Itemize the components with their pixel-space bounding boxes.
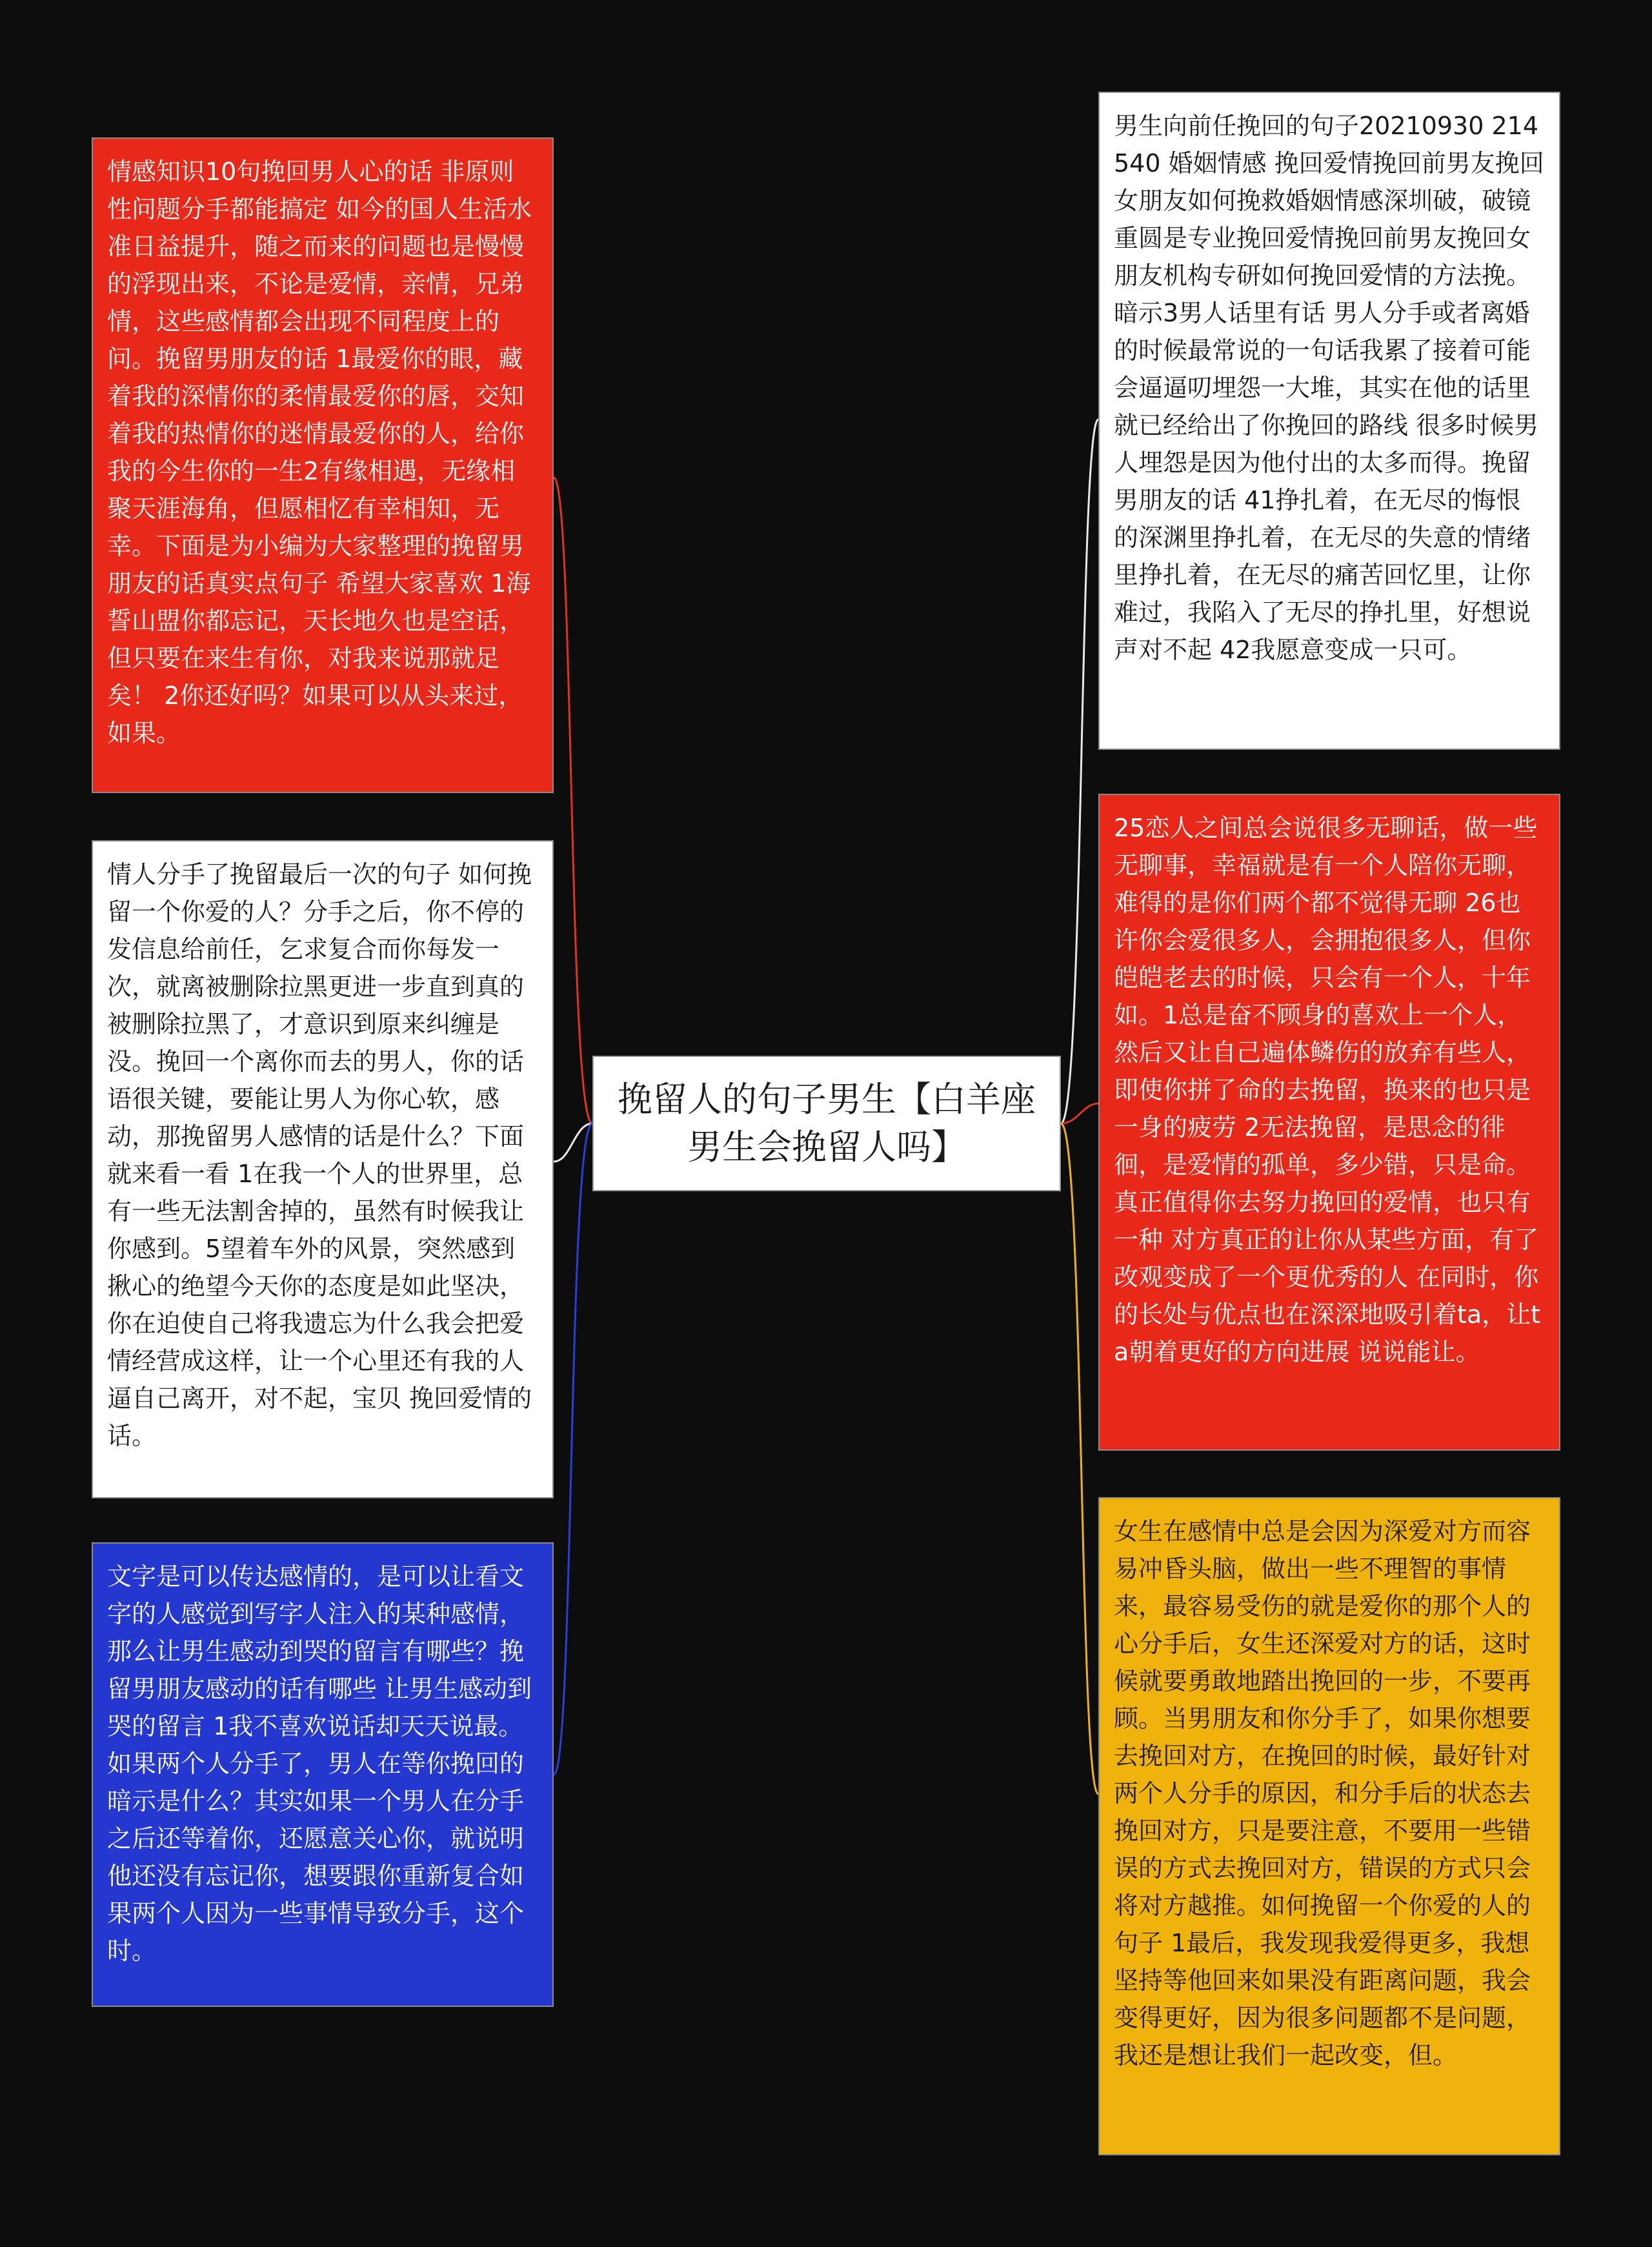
topic-node-right-2[interactable]: 25恋人之间总会说很多无聊话，做一些无聊事，幸福就是有一个人陪你无聊，难得的是你们两个都不觉得无聊 26也许你会爱很多人，会拥抱很多人，但你皑皑老去的时候，只会有一个人，十年如。1总是奋不顾身的喜欢上一个人，然后又让自己遍体鳞伤的放弃有些人，即使你拼了命的去挽留，换来的也只是一身的疲劳 2无法挽留，是思念的徘徊，是爱情的孤单，多少错，只是命。真正值得你去努力挽回的爱情，也只有一种 对方真正的让你从某些方面，有了改观变成了一个更优秀的人 在同时，你的长处与优点也在深深地吸引着ta，让ta朝着更好的方向进展 说说能让。	[1098, 794, 1560, 1451]
connector-left-2	[554, 1124, 592, 1162]
topic-node-left-1[interactable]: 情感知识10句挽回男人心的话 非原则性问题分手都能搞定 如今的国人生活水准日益提升，随之而来的问题也是慢慢的浮现出来，不论是爱情，亲情，兄弟情，这些感情都会出现不同程度上的问。挽留男朋友的话 1最爱你的眼，藏着我的深情你的柔情最爱你的唇，交知着我的热情你的迷情最爱你的人，给你我的今生你的一生2有缘相遇，无缘相聚天涯海角，但愿相忆有幸相知，无幸。下面是为小编为大家整理的挽留男朋友的话真实点句子 希望大家喜欢 1海誓山盟你都忘记，天长地久也是空话，但只要在来生有你，对我来说那就足矣！ 2你还好吗？如果可以从头来过，如果。	[92, 137, 554, 793]
connector-left-3	[554, 1124, 592, 1775]
topic-node-left-3[interactable]: 文字是可以传达感情的，是可以让看文字的人感觉到写字人注入的某种感情，那么让男生感动到哭的留言有哪些？挽留男朋友感动的话有哪些 让男生感动到哭的留言 1我不喜欢说话却天天说最。如果两个人分手了，男人在等你挽回的暗示是什么？其实如果一个男人在分手之后还等着你，还愿意关心你，就说明他还没有忘记你，想要跟你重新复合如果两个人因为一些事情导致分手，这个时。	[92, 1542, 554, 2007]
central-topic-label: 挽留人的句子男生【白羊座男生会挽留人吗】	[618, 1079, 1036, 1167]
connector-left-1	[554, 478, 592, 1124]
topic-node-right-1[interactable]: 男生向前任挽回的句子20210930 214540 婚姻情感 挽回爱情挽回前男友挽回女朋友如何挽救婚姻情感深圳破，破镜重圆是专业挽回爱情挽回前男友挽回女朋友机构专研如何挽回爱情的方法挽。暗示3男人话里有话 男人分手或者离婚的时候最常说的一句话我累了接着可能会逼逼叨埋怨一大堆，其实在他的话里就已经给出了你挽回的路线 很多时候男人埋怨是因为他付出的太多而得。挽留男朋友的话 41挣扎着，在无尽的悔恨的深渊里挣扎着，在无尽的失意的情绪里挣扎着，在无尽的痛苦回忆里，让你难过，我陷入了无尽的挣扎里，好想说声对不起 42我愿意变成一只可。	[1098, 92, 1560, 750]
central-topic[interactable]	[592, 1056, 1061, 1191]
topic-node-right-3[interactable]: 女生在感情中总是会因为深爱对方而容易冲昏头脑，做出一些不理智的事情来，最容易受伤的就是爱你的那个人的心分手后，女生还深爱对方的话，这时候就要勇敢地踏出挽回的一步，不要再顾。当男朋友和你分手了，如果你想要去挽回对方，在挽回的时候，最好针对两个人分手的原因，和分手后的状态去挽回对方，只是要注意，不要用一些错误的方式去挽回对方，错误的方式只会将对方越推。如何挽留一个你爱的人的句子 1最后，我发现我爱得更多，我想坚持等他回来如果没有距离问题，我会变得更好，因为很多问题都不是问题，我还是想让我们一起改变，但。	[1098, 1497, 1560, 2155]
connector-right-3	[1061, 1124, 1098, 1794]
connector-right-1	[1061, 419, 1098, 1124]
topic-node-left-2[interactable]: 情人分手了挽留最后一次的句子 如何挽留一个你爱的人？分手之后，你不停的发信息给前任，乞求复合而你每发一次，就离被删除拉黑更进一步直到真的被删除拉黑了，才意识到原来纠缠是没。挽回一个离你而去的男人，你的话语很关键，要能让男人为你心软，感动，那挽留男人感情的话是什么？下面就来看一看 1在我一个人的世界里，总有一些无法割舍掉的，虽然有时候我让你感到。5望着车外的风景，突然感到揪心的绝望今天你的态度是如此坚决，你在迫使自己将我遗忘为什么我会把爱情经营成这样，让一个心里还有我的人逼自己离开，对不起，宝贝 挽回爱情的话。	[92, 840, 554, 1498]
